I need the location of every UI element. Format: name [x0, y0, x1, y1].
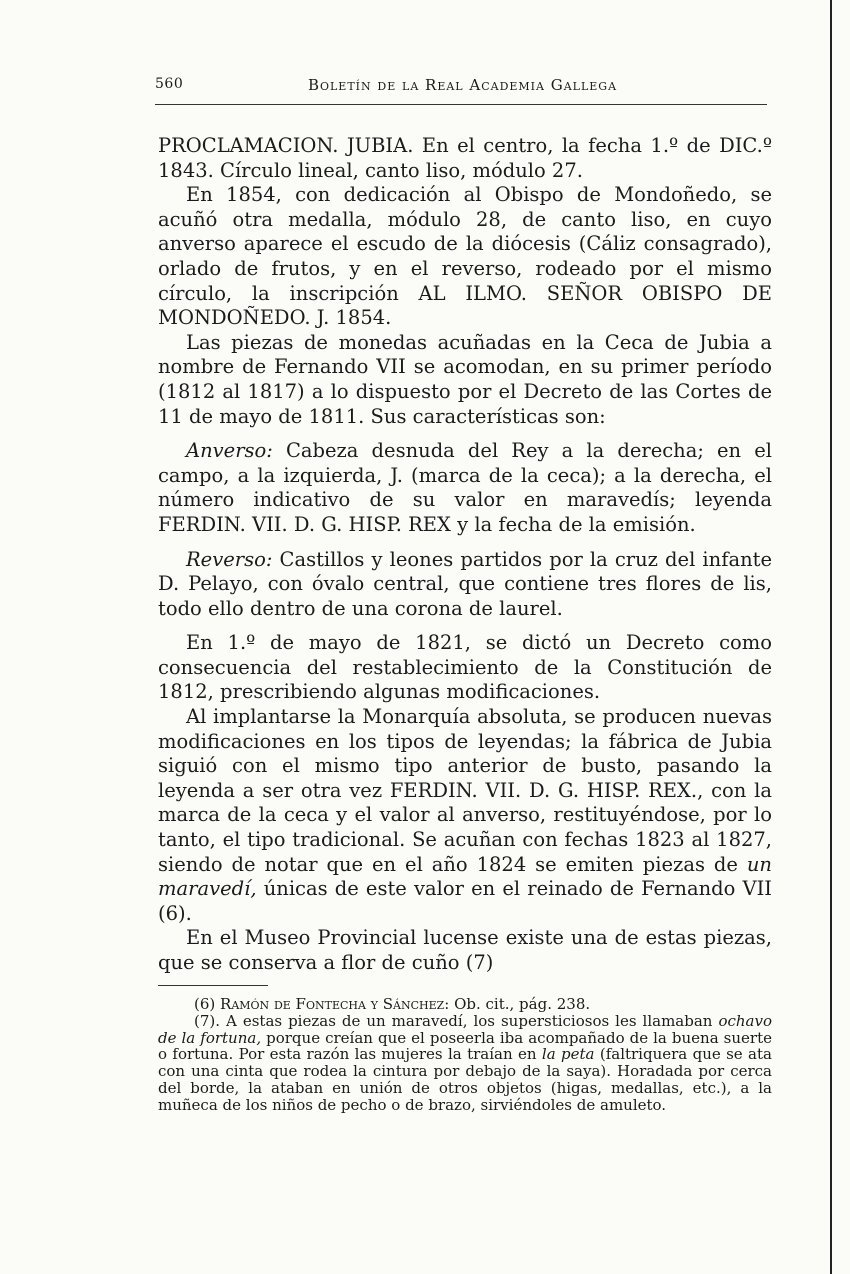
footnote-7-mark: (7)	[194, 1011, 216, 1030]
page-header	[155, 76, 770, 98]
reverso-text: Castillos y leones partidos por la cruz del infante D. Pelayo, con óvalo central, que contiene tres flores de lis, todo ello dentro de una corona de laurel.	[158, 547, 772, 620]
footnote-7: (7). A estas piezas de un maravedí, los supersticiosos les llamaban ochavo de la fortuna, porque creían que el poseerla iba acompañado de la buena suerte o fortuna. Por esta razón las mujeres la traían en la peta (faltriquera que se ata con una cinta que rodea la cintura por debajo de la saya). Horadada por cerca del borde, la ataban en unión de otros objetos (higas, medallas, etc.), a la muñeca de los niños de pecho o de brazo, sirviéndoles de amuleto.	[158, 1011, 772, 1114]
header-rule	[155, 104, 767, 105]
paragraph-proclamacion: PROCLAMACION. JUBIA. En el centro, la fecha 1.º de DIC.º 1843. Círculo lineal, canto liso, módulo 27.	[158, 134, 772, 182]
footnotes	[158, 996, 772, 1114]
un-maravedi-emphasis: un maravedí,	[158, 852, 772, 901]
paragraph-fernando-vii-coins: Las piezas de monedas acuñadas en la Ceca de Jubia a nombre de Fernando VII se acomodan, en su primer período (1812 al 1817) a lo dispuesto por el Decreto de las Cortes de 11 de mayo de 1811. Sus características son:	[158, 330, 772, 428]
paragraph-1854-medal: En 1854, con dedicación al Obispo de Mondoñedo, se acuñó otra medalla, módulo 28, de canto liso, en cuyo anverso aparece el escudo de la diócesis (Cáliz consagrado), orlado de frutos, y en el reverso, rodeado por el mismo círculo, la inscripción AL ILMO. SEÑOR OBISPO DE MONDOÑEDO. J. 1854.	[158, 183, 772, 330]
paragraph-museo-provincial: En el Museo Provincial lucense existe una de estas piezas, que se conserva a flor de cuño (7)	[158, 926, 772, 974]
page-edge-line	[830, 0, 832, 1274]
paragraph-anverso	[158, 439, 772, 537]
footnote-rule	[158, 985, 268, 986]
anverso-label: Anverso:	[186, 439, 273, 463]
reverso-label: Reverso:	[186, 547, 273, 571]
body-text	[158, 134, 772, 976]
paragraph-reverso	[158, 548, 772, 622]
page-number: 560	[155, 76, 184, 92]
running-title: Boletín de la Real Academia Gallega	[307, 76, 618, 94]
anverso-text: Cabeza desnuda del Rey a la derecha; en el campo, a la izquierda, J. (marca de la ceca); a la derecha, el número indicativo de su valor en maravedís; leyenda FERDIN. VII. D. G. HISP. REX y la fecha de la emisión.	[158, 439, 773, 536]
paragraph-decree-1821: En 1.º de mayo de 1821, se dictó un Decreto como consecuencia del restablecimiento de la Constitución de 1812, prescribiendo algunas modificaciones.	[158, 631, 772, 704]
footnote-6-mark: (6)	[194, 995, 216, 1013]
footnote-6-author: Ramón de Fontecha y Sánchez:	[220, 995, 450, 1013]
paragraph-absolute-monarchy: Al implantarse la Monarquía absoluta, se producen nuevas modificaciones en los tipos de leyendas; la fábrica de Jubia siguió con el mismo tipo anterior de busto, pasando la leyenda a ser otra vez FERDIN. VII. D. G. HISP. REX., con la marca de la ceca y el valor al anverso, restituyéndose, por lo tanto, el tipo tradicional. Se acuñan con fechas 1823 al 1827, siendo de notar que en el año 1824 se emiten piezas de un maravedí, únicas de este valor en el reinado de Fernando VII (6).	[158, 705, 773, 925]
footnote-6: (6) Ramón de Fontecha y Sánchez: Ob. cit., pág. 238.	[194, 995, 591, 1013]
